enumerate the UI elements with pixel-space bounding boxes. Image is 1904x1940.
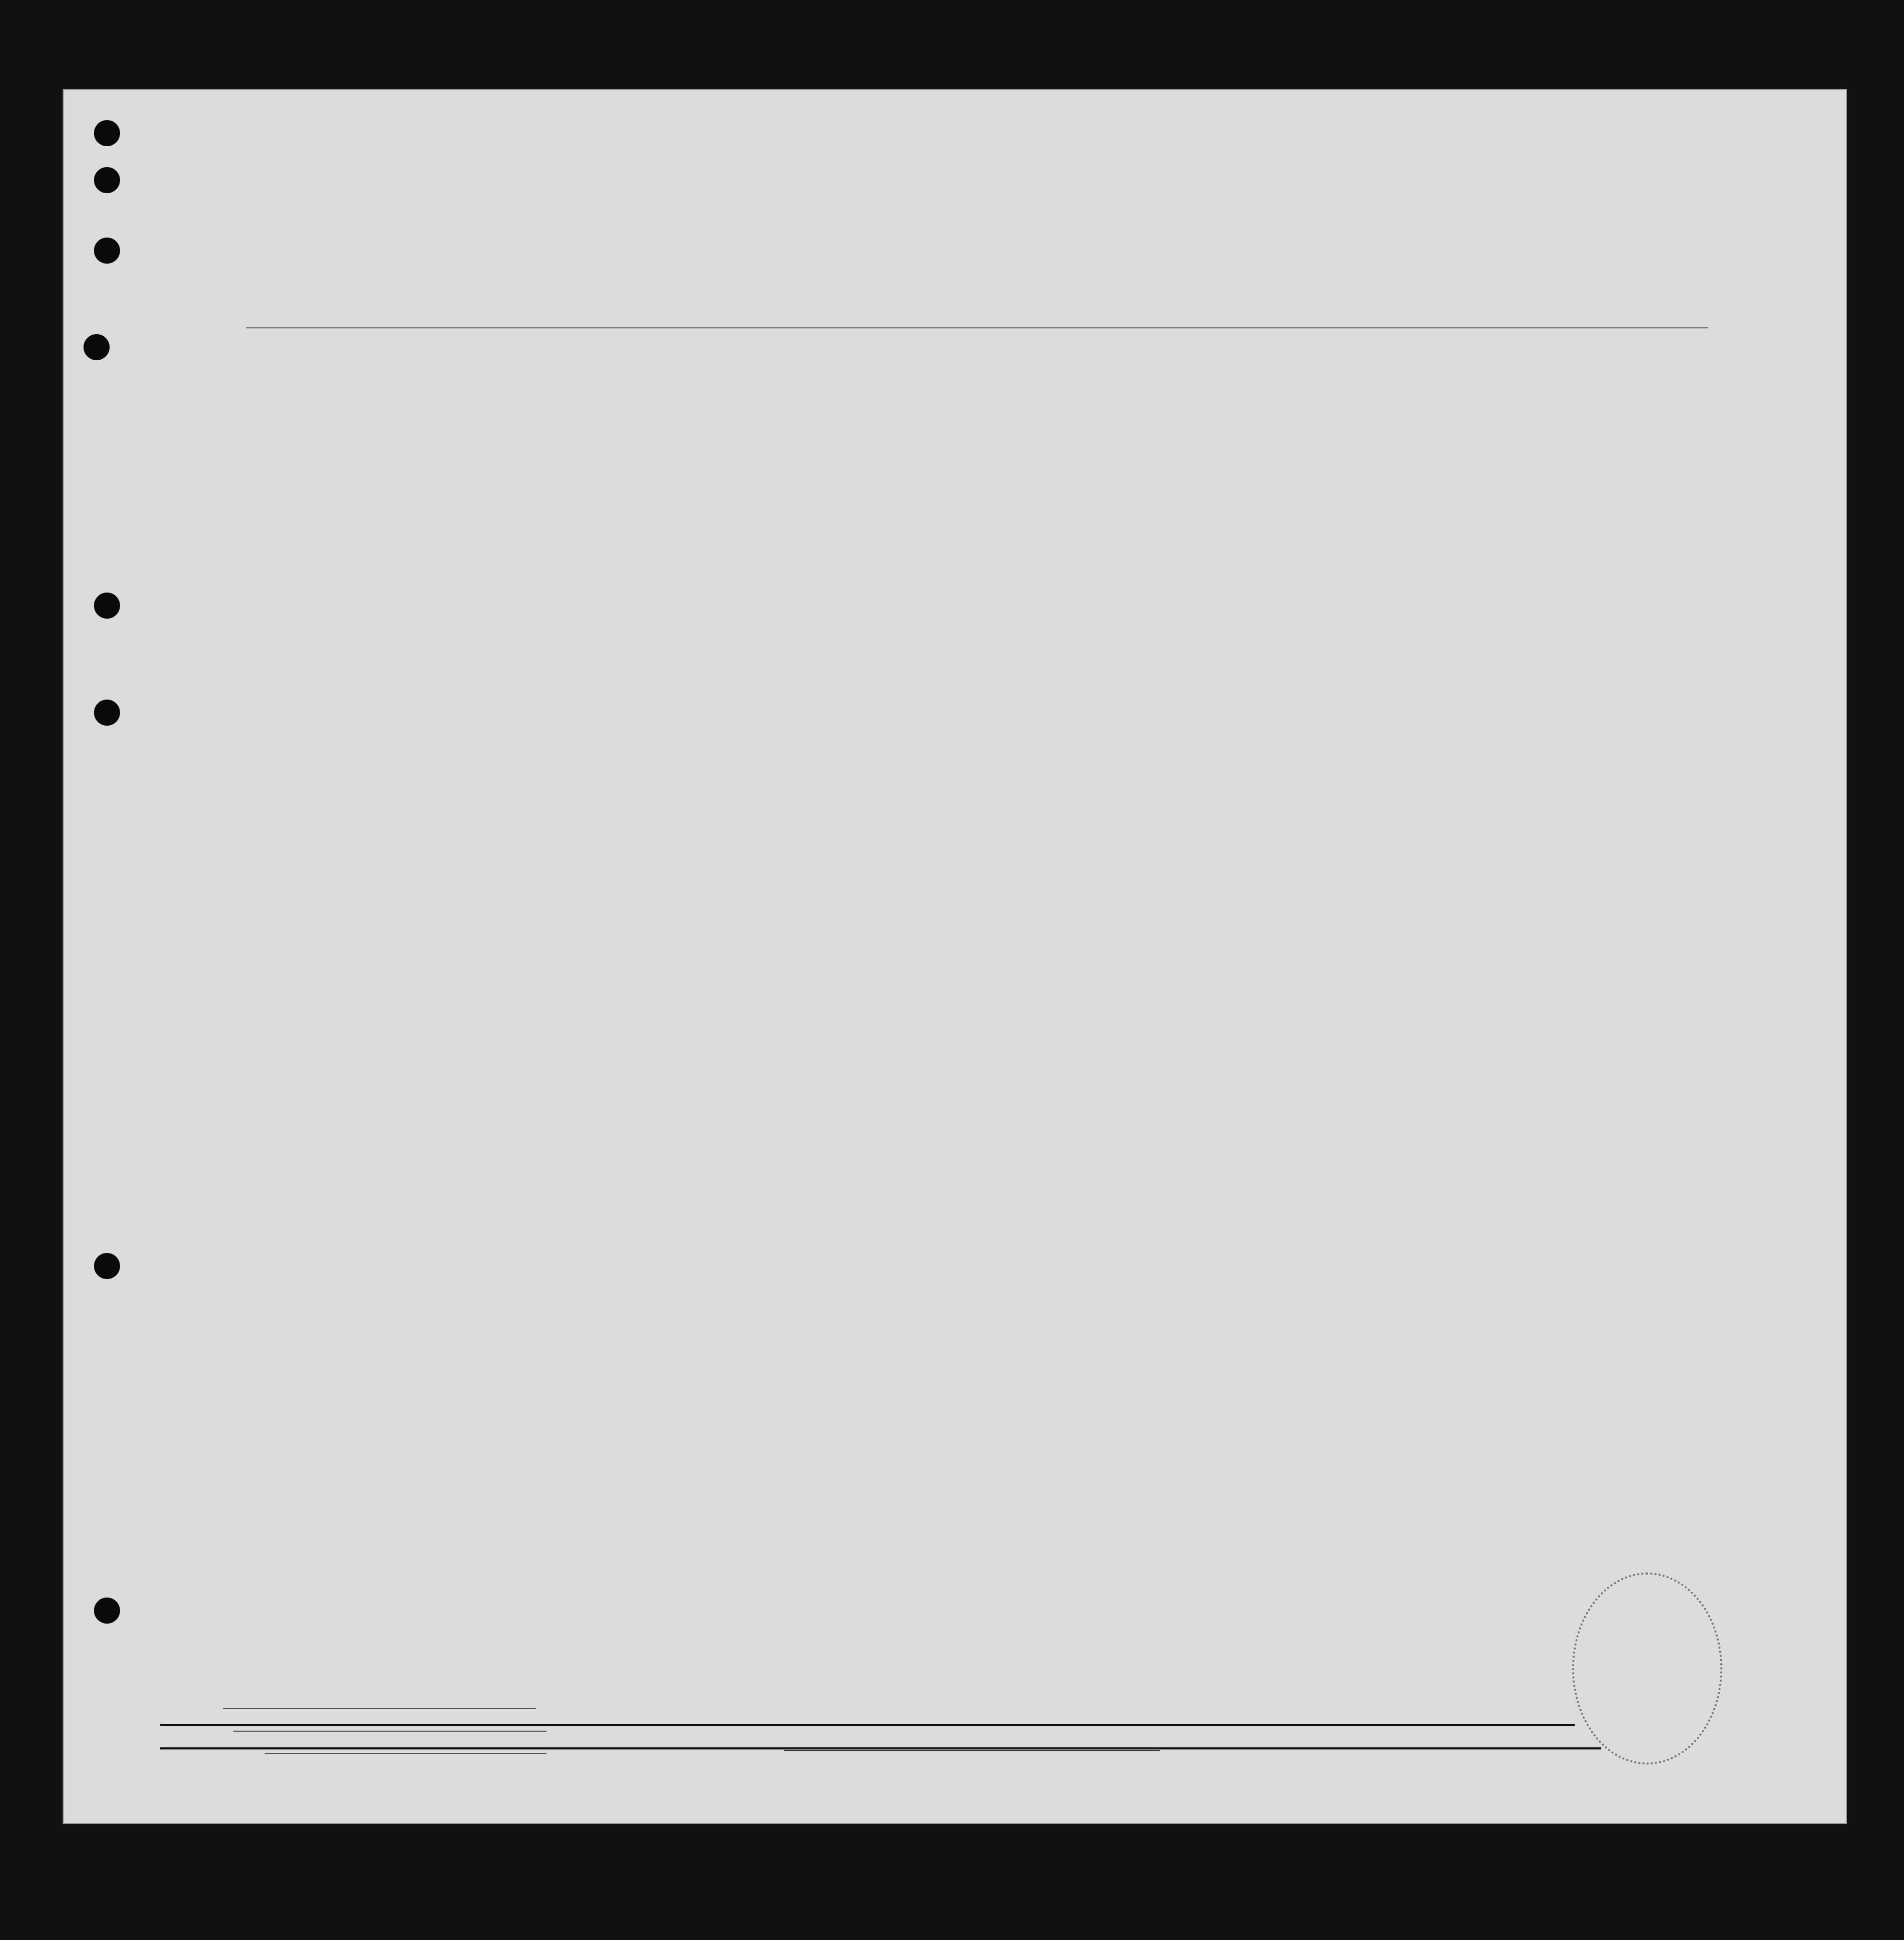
- manifest-sheet: [63, 89, 1847, 1824]
- punch-hole: [94, 700, 120, 726]
- end-rule: [160, 1724, 1575, 1726]
- punch-hole: [94, 167, 120, 193]
- vessel-line: [246, 296, 1708, 328]
- owners-value: [233, 1731, 546, 1732]
- crew-table: [64, 325, 1846, 1771]
- end-rule: [160, 1747, 1601, 1749]
- punch-hole: [94, 120, 120, 146]
- inspection-stamp: [1572, 1572, 1722, 1765]
- line-value: [223, 1708, 536, 1709]
- agents-value: [265, 1753, 546, 1754]
- punch-hole: [94, 1598, 120, 1624]
- punch-hole: [84, 334, 110, 360]
- punch-hole: [94, 1253, 120, 1279]
- inspector-label: [784, 1750, 1160, 1753]
- punch-hole: [94, 593, 120, 619]
- punch-hole: [94, 238, 120, 264]
